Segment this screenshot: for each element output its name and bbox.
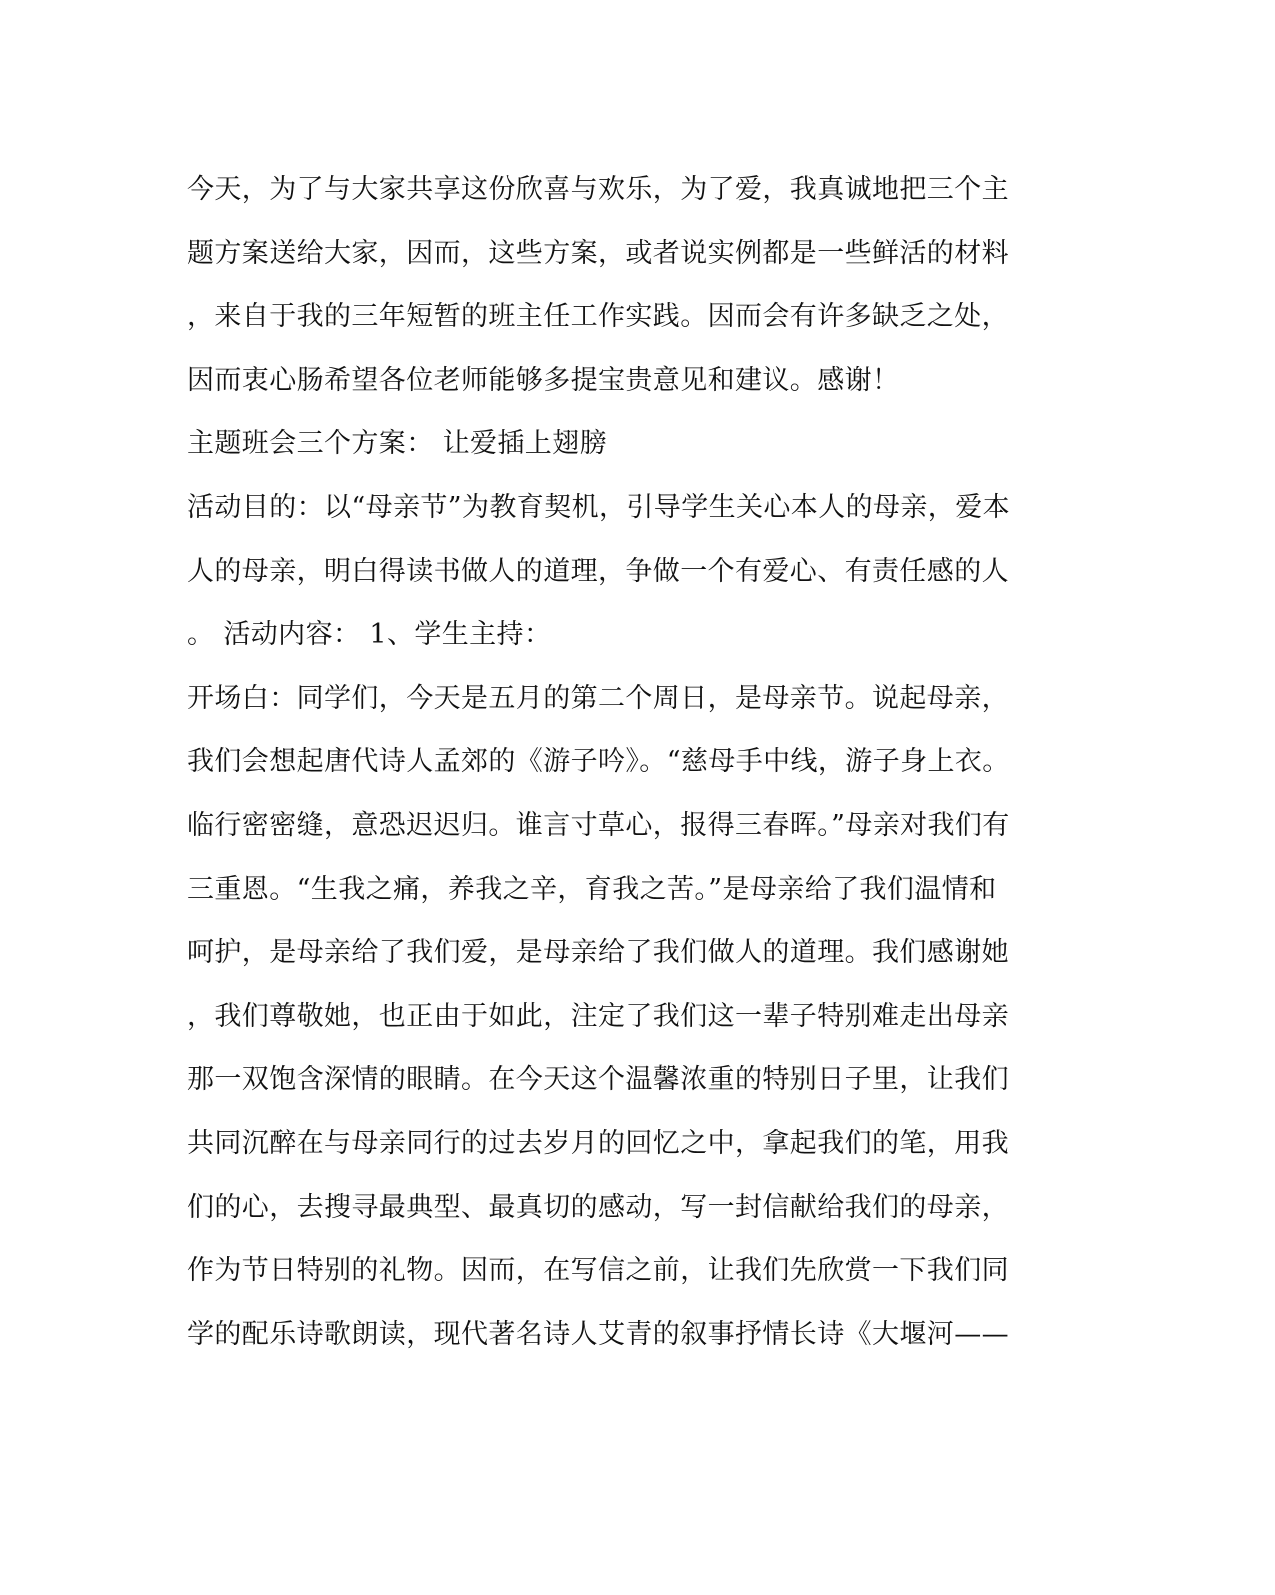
text-line: 。 活动内容： 1、学生主持： <box>187 619 552 651</box>
text-line: 那一双饱含深情的眼睛。在今天这个温馨浓重的特别日子里，让我们 <box>187 1064 1009 1096</box>
text-line: 题方案送给大家，因而，这些方案，或者说实例都是一些鲜活的材料 <box>187 237 1009 269</box>
text-line: 因而衷心肠希望各位老师能够多提宝贵意见和建议。感谢！ <box>187 364 900 396</box>
text-line: 共同沉醉在与母亲同行的过去岁月的回忆之中，拿起我们的笔，用我 <box>187 1127 1009 1159</box>
text-line: ，我们尊敬她，也正由于如此，注定了我们这一辈子特别难走出母亲 <box>187 1000 1009 1032</box>
text-line: 学的配乐诗歌朗读，现代著名诗人艾青的叙事抒情长诗《大堰河—— <box>187 1318 1009 1350</box>
section-heading: 主题班会三个方案： 让爱插上翅膀 <box>187 428 607 460</box>
text-line: 呵护，是母亲给了我们爱，是母亲给了我们做人的道理。我们感谢她 <box>187 937 1009 969</box>
text-line: 三重恩。“生我之痛，养我之辛，育我之苦。”是母亲给了我们温情和 <box>187 873 997 905</box>
text-line: 我们会想起唐代诗人孟郊的《游子吟》。“慈母手中线，游子身上衣。 <box>187 746 1010 778</box>
text-line: 们的心，去搜寻最典型、最真切的感动，写一封信献给我们的母亲， <box>187 1191 1009 1223</box>
text-line: 今天，为了与大家共享这份欣喜与欢乐，为了爱，我真诚地把三个主 <box>187 174 1009 205</box>
text-line: ，来自于我的三年短暂的班主任工作实践。因而会有许多缺乏之处， <box>187 301 1009 333</box>
text-line: 人的母亲，明白得读书做人的道理，争做一个有爱心、有责任感的人 <box>187 555 1009 587</box>
text-line: 临行密密缝，意恐迟迟归。谁言寸草心，报得三春晖。”母亲对我们有 <box>187 809 1010 841</box>
document-body <box>187 158 1087 1366</box>
text-line: 活动目的：以“母亲节”为教育契机，引导学生关心本人的母亲，爱本 <box>187 491 1011 523</box>
text-line: 作为节日特别的礼物。因而，在写信之前，让我们先欣赏一下我们同 <box>187 1255 1009 1287</box>
text-line: 开场白：同学们，今天是五月的第二个周日，是母亲节。说起母亲， <box>187 682 1009 714</box>
